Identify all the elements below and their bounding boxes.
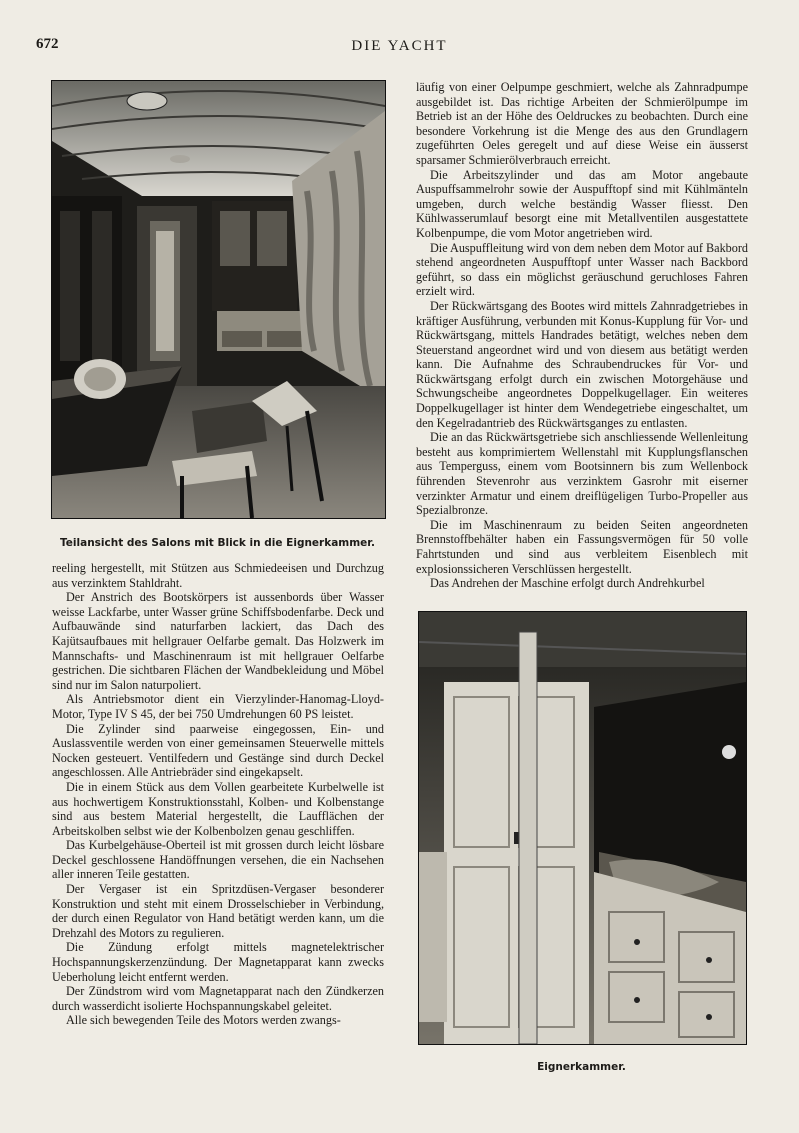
paragraph: Der Anstrich des Bootskörpers ist aussenbords über Wasser weisse Lackfarbe, unter Wasser grüne Schiffsbodenfarbe. Deck und Aufbauwände sind naturfarben lackiert, das Dach des Kajütsaufbaues mit hellgrauer Oelfarbe gemalt. Das Holzwerk im Mannschafts- und Maschinenraum ist mit hellgrauer Oelfarbe gestrichen. Die sichtbaren Flächen der Wandbekleidung und Möbel sind nur im Salon naturpoliert. xyxy=(52,590,384,692)
paragraph: Die Arbeitszylinder und das am Motor angebaute Auspuffsammelrohr sowie der Auspufftopf sind mit Kühlmänteln umgeben, durch welche beständig Wasser fliesst. Den Kühlwasserumlauf besorgt eine mit Metallventilen ausgestattete Kolbenpumpe, die vom Motor angetrieben wird. xyxy=(416,167,748,240)
paragraph: Das Andrehen der Maschine erfolgt durch Andrehkurbel xyxy=(430,576,705,591)
paragraph: Das Kurbelgehäuse-Oberteil ist mit grossen durch leicht lösbare Deckel geschlossene Handöffnungen versehen, die ein Nachsehen aller inneren Teile gestatten. xyxy=(52,838,384,882)
paragraph: Als Antriebsmotor dient ein Vierzylinder-Hanomag-Lloyd-Motor, Type IV S 45, der bei 750 Umdrehungen 60 PS leistet. xyxy=(52,692,384,721)
paragraph: Der Vergaser ist ein Spritzdüsen-Vergaser besonderer Konstruktion und steht mit einem Drosselschieber in Verbindung, der durch einen Regulator von Hand betätigt werden kann, um die Drehzahl des Motors zu regulieren. xyxy=(52,882,384,940)
paragraph: Der Zündstrom wird vom Magnetapparat nach den Zündkerzen durch wasserdicht isolierte Hochspannungskabel geleitet. xyxy=(52,984,384,1013)
paragraph: Die Zylinder sind paarweise eingegossen, Ein- und Auslassventile werden von einer gemeinsamen Steuerwelle mittels Nocken gesteuert. Ventilfedern und Gestänge sind durch Deckel angeschlossen. Alle Antriebräder sind eingekapselt. xyxy=(52,721,384,780)
running-title: DIE YACHT xyxy=(351,38,448,54)
left-text-column xyxy=(52,561,384,1028)
paragraph: reeling hergestellt, mit Stützen aus Schmiedeeisen und Durchzug aus verzinktem Stahldraht. xyxy=(52,561,384,590)
paragraph: Die an das Rückwärtsgetriebe sich anschliessende Wellenleitung besteht aus komprimiertem Wellenstahl mit Kupplungsflanschen aus Temperguss, einem vom Bootsinnern bis zum Wellenbock führenden Stevenrohr aus verzinktem Gasrohr mit eiserner verzinkter Armatur und einem dreiflügeligen Turbo-Propeller aus Spezialbronze. xyxy=(416,430,748,518)
paragraph: Der Rückwärtsgang des Bootes wird mittels Zahnradgetriebes in kräftiger Ausführung, verbunden mit Konus-Kupplung für Vor- und Rückwärtsgang, mittels Handrades betätigt, welches neben dem Steuerstand angeordnet wird und von diesem aus betätigt werden kann. Die Aufnahme des Schraubendruckes für Vor- und Rückwärtsgang erfolgt durch ein zwischen Motorgehäuse und Schwungscheibe angeordnetes Doppelkugellager. Ein weiteres Doppelkugellager ist hinter dem Wendegetriebe eingeschaltet, um den Kegelradantrieb des Rückwärtsganges zu entlasten. xyxy=(416,298,748,430)
cabin-photo xyxy=(418,611,747,1045)
paragraph: Die Auspuffleitung wird von dem neben dem Motor auf Bakbord stehend angeordneten Auspufftopf unter Wasser nach Backbord geführt, so dass ein möglichst geräuschund geruchloses Fahren erzielt wird. xyxy=(416,240,748,299)
paragraph: Alle sich bewegenden Teile des Motors werden zwangs- xyxy=(66,1013,341,1028)
page-number: 672 xyxy=(36,36,59,52)
paragraph: Die Zündung erfolgt mittels magnetelektrischer Hochspannungskerzenzündung. Der Magnetapparat kann zwecks Ueberholung leicht entfernt werden. xyxy=(52,940,384,984)
cabin-caption: Eignerkammer. xyxy=(537,1061,626,1073)
paragraph: Die im Maschinenraum zu beiden Seiten angeordneten Brennstoffbehälter haben ein Fassungsvermögen für 50 volle Fahrtstunden und sind aus verbleitem Eisenblech mit explosionssicheren Verschlüssen hergestellt. xyxy=(416,517,748,576)
paragraph: läufig von einer Oelpumpe geschmiert, welche als Zahnradpumpe ausgebildet ist. Das richtige Arbeiten der Schmierölpumpe im Betrieb ist an der Höhe des Oeldruckes zu beobachten. Durch eine besondere Vorkehrung ist die Menge des aus den Grundlagern zugeführten Oeles geregelt und auf diese Weise ein äusserst sparsamer Schmierölverbrauch erreicht. xyxy=(416,80,748,167)
salon-caption: Teilansicht des Salons mit Blick in die Eignerkammer. xyxy=(60,537,375,549)
paragraph: Die in einem Stück aus dem Vollen gearbeitete Kurbelwelle ist aus hochwertigem Konstruktionsstahl, Kolben- und Kolbenstange sind aus bestem Material hergestellt, die Laufflächen der Arbeitskolben selbst wie der Kolbenbolzen genau geschliffen. xyxy=(52,779,384,838)
right-text-column xyxy=(416,80,748,591)
salon-photo xyxy=(51,80,386,519)
